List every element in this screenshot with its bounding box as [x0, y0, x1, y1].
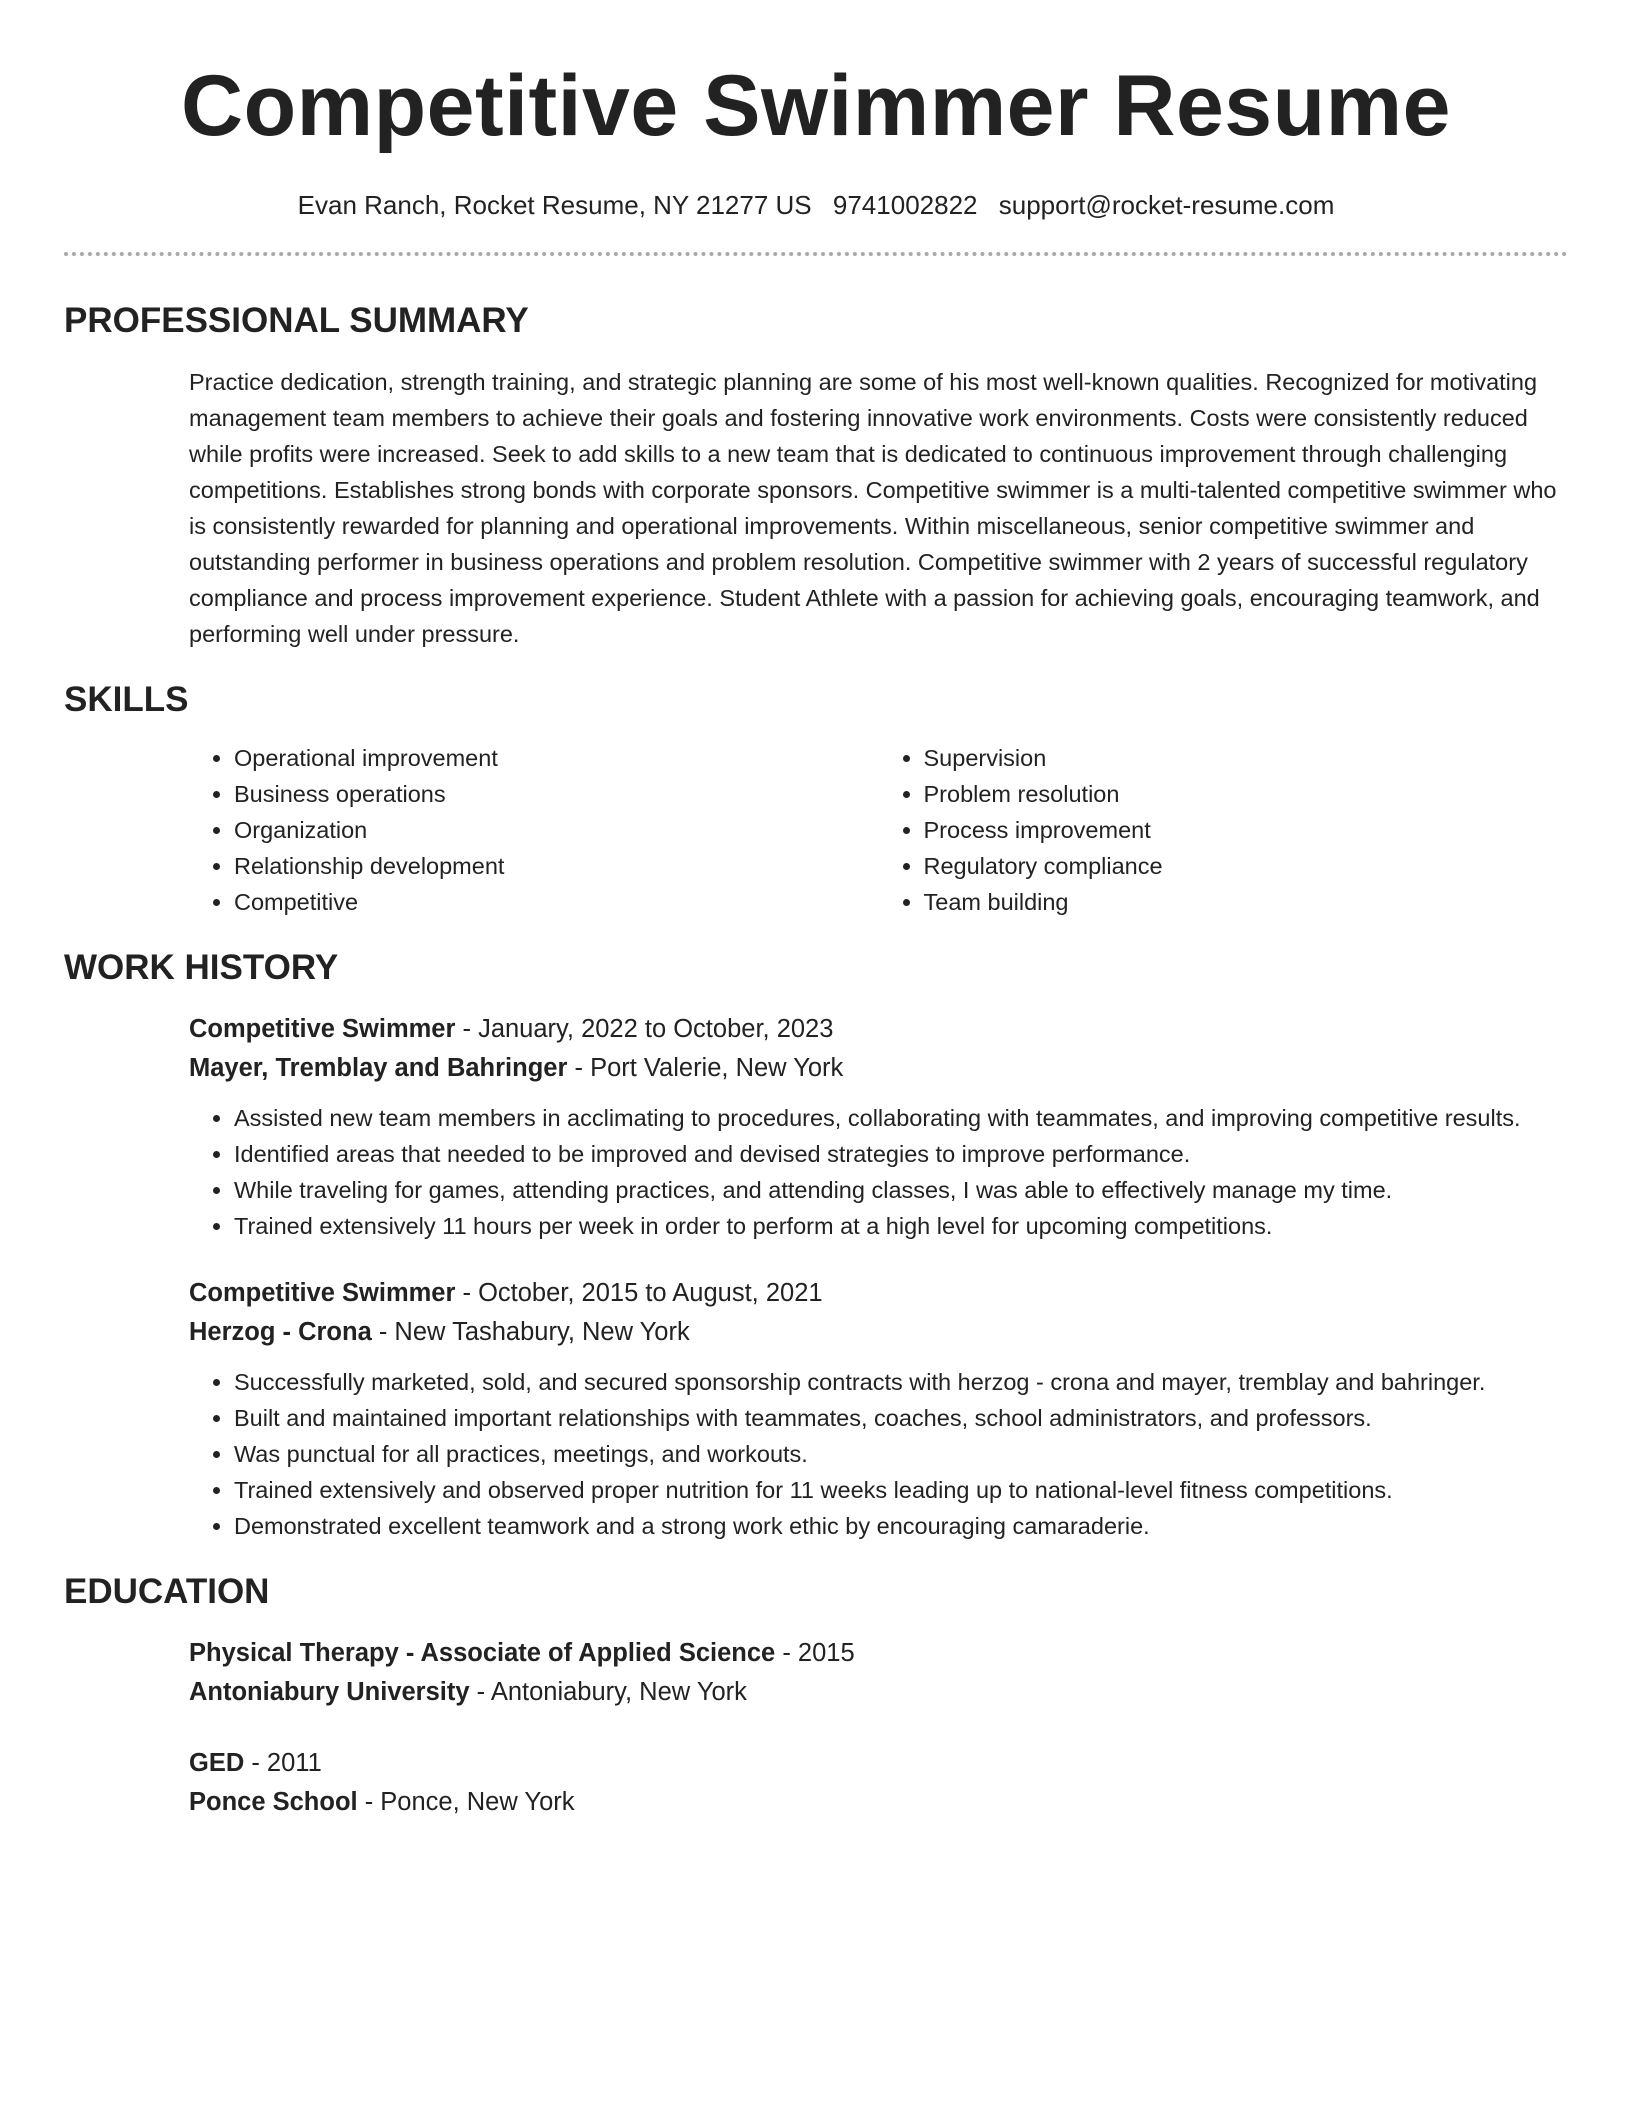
school-line [189, 1783, 1568, 1822]
school: Ponce School [189, 1788, 358, 1816]
summary-section [189, 364, 1568, 652]
job-company: Herzog - Crona [189, 1318, 372, 1346]
job-bullet: • Trained extensively 11 hours per week in order to perform at a high level for upcoming competitions. [234, 1208, 1568, 1244]
school-line [189, 1673, 1568, 1712]
skill-item: • Business operations [234, 776, 879, 812]
summary-heading: PROFESSIONAL SUMMARY [64, 301, 529, 340]
skill-item: • Process improvement [924, 812, 1569, 848]
contact-address: Evan Ranch, Rocket Resume, NY 21277 US [297, 190, 812, 220]
skill-item: • Regulatory compliance [924, 848, 1569, 884]
degree: Physical Therapy - Associate of Applied Science [189, 1639, 776, 1667]
contact-info [64, 190, 1568, 220]
job-company-line [189, 1313, 1568, 1352]
skill-item: • Operational improvement [234, 740, 879, 776]
job-title: Competitive Swimmer [189, 1015, 456, 1043]
job-title: Competitive Swimmer [189, 1279, 456, 1307]
degree-year: - 2015 [775, 1639, 855, 1667]
skills-column-right [879, 740, 1569, 920]
education-entry [189, 1744, 1568, 1822]
school-location: - Antoniabury, New York [469, 1678, 747, 1706]
job-location: - New Tashabury, New York [371, 1318, 690, 1346]
job-bullet: • Demonstrated excellent teamwork and a strong work ethic by encouraging camaraderie. [234, 1508, 1568, 1544]
degree: GED [189, 1749, 245, 1777]
education-entry [189, 1634, 1568, 1712]
job-entry [189, 1010, 1568, 1244]
job-bullet: • Identified areas that needed to be improved and devised strategies to improve performance. [234, 1136, 1568, 1172]
skill-item: • Organization [234, 812, 879, 848]
skill-item: • Team building [924, 884, 1569, 920]
job-dates: - January, 2022 to October, 2023 [455, 1015, 834, 1043]
job-title-line [189, 1274, 1568, 1313]
job-bullet: • Built and maintained important relationships with teammates, coaches, school administrators, and professors. [234, 1400, 1568, 1436]
degree-year: - 2011 [244, 1749, 322, 1777]
job-entry [189, 1274, 1568, 1544]
skills-heading: SKILLS [64, 680, 189, 719]
resume-title: Competitive Swimmer Resume [181, 58, 1451, 154]
skills-column-left [189, 740, 879, 920]
skill-item: • Competitive [234, 884, 879, 920]
job-bullets [189, 1100, 1568, 1244]
summary-text: Practice dedication, strength training, and strategic planning are some of his most well-known qualities. Recognized for motivating management team members to achieve their goals and fostering innovative work environments. Costs were consistently reduced while profits were increased. Seek to add skills to a new team that is dedicated to continuous improvement through challenging competitions. Establishes strong bonds with corporate sponsors. Competitive swimmer is a multi-talented competitive swimmer who is consistently rewarded for planning and operational improvements. Within miscellaneous, senior competitive swimmer and outstanding performer in business operations and problem resolution. Competitive swimmer with 2 years of successful regulatory compliance and process improvement experience. Student Athlete with a passion for achieving goals, encouraging teamwork, and performing well under pressure. [189, 369, 1557, 647]
job-bullet: • Was punctual for all practices, meetings, and workouts. [234, 1436, 1568, 1472]
header-divider [64, 252, 1568, 256]
job-bullets [189, 1364, 1568, 1544]
education-section [189, 1634, 1568, 1822]
skills-list [189, 740, 1568, 920]
job-bullet: • While traveling for games, attending practices, and attending classes, I was able to effectively manage my time. [234, 1172, 1568, 1208]
skill-item: • Problem resolution [924, 776, 1569, 812]
work-history-section [189, 1010, 1568, 1544]
job-bullet: • Assisted new team members in acclimating to procedures, collaborating with teammates, and improving competitive results. [234, 1100, 1568, 1136]
contact-email: support@rocket-resume.com [998, 190, 1335, 220]
school-location: - Ponce, New York [357, 1788, 575, 1816]
degree-line [189, 1634, 1568, 1673]
job-bullet: • Successfully marketed, sold, and secured sponsorship contracts with herzog - crona and mayer, tremblay and bahringer. [234, 1364, 1568, 1400]
contact-phone: 9741002822 [832, 190, 978, 220]
job-location: - Port Valerie, New York [567, 1054, 844, 1082]
skill-item: • Relationship development [234, 848, 879, 884]
degree-line [189, 1744, 1568, 1783]
school: Antoniabury University [189, 1678, 470, 1706]
education-heading: EDUCATION [64, 1572, 270, 1611]
job-company-line [189, 1049, 1568, 1088]
skill-item: • Supervision [924, 740, 1569, 776]
resume-page [64, 0, 1568, 1822]
job-title-line [189, 1010, 1568, 1049]
work-history-heading: WORK HISTORY [64, 948, 339, 987]
job-company: Mayer, Tremblay and Bahringer [189, 1054, 568, 1082]
job-bullet: • Trained extensively and observed proper nutrition for 11 weeks leading up to national-level fitness competitions. [234, 1472, 1568, 1508]
job-dates: - October, 2015 to August, 2021 [455, 1279, 823, 1307]
